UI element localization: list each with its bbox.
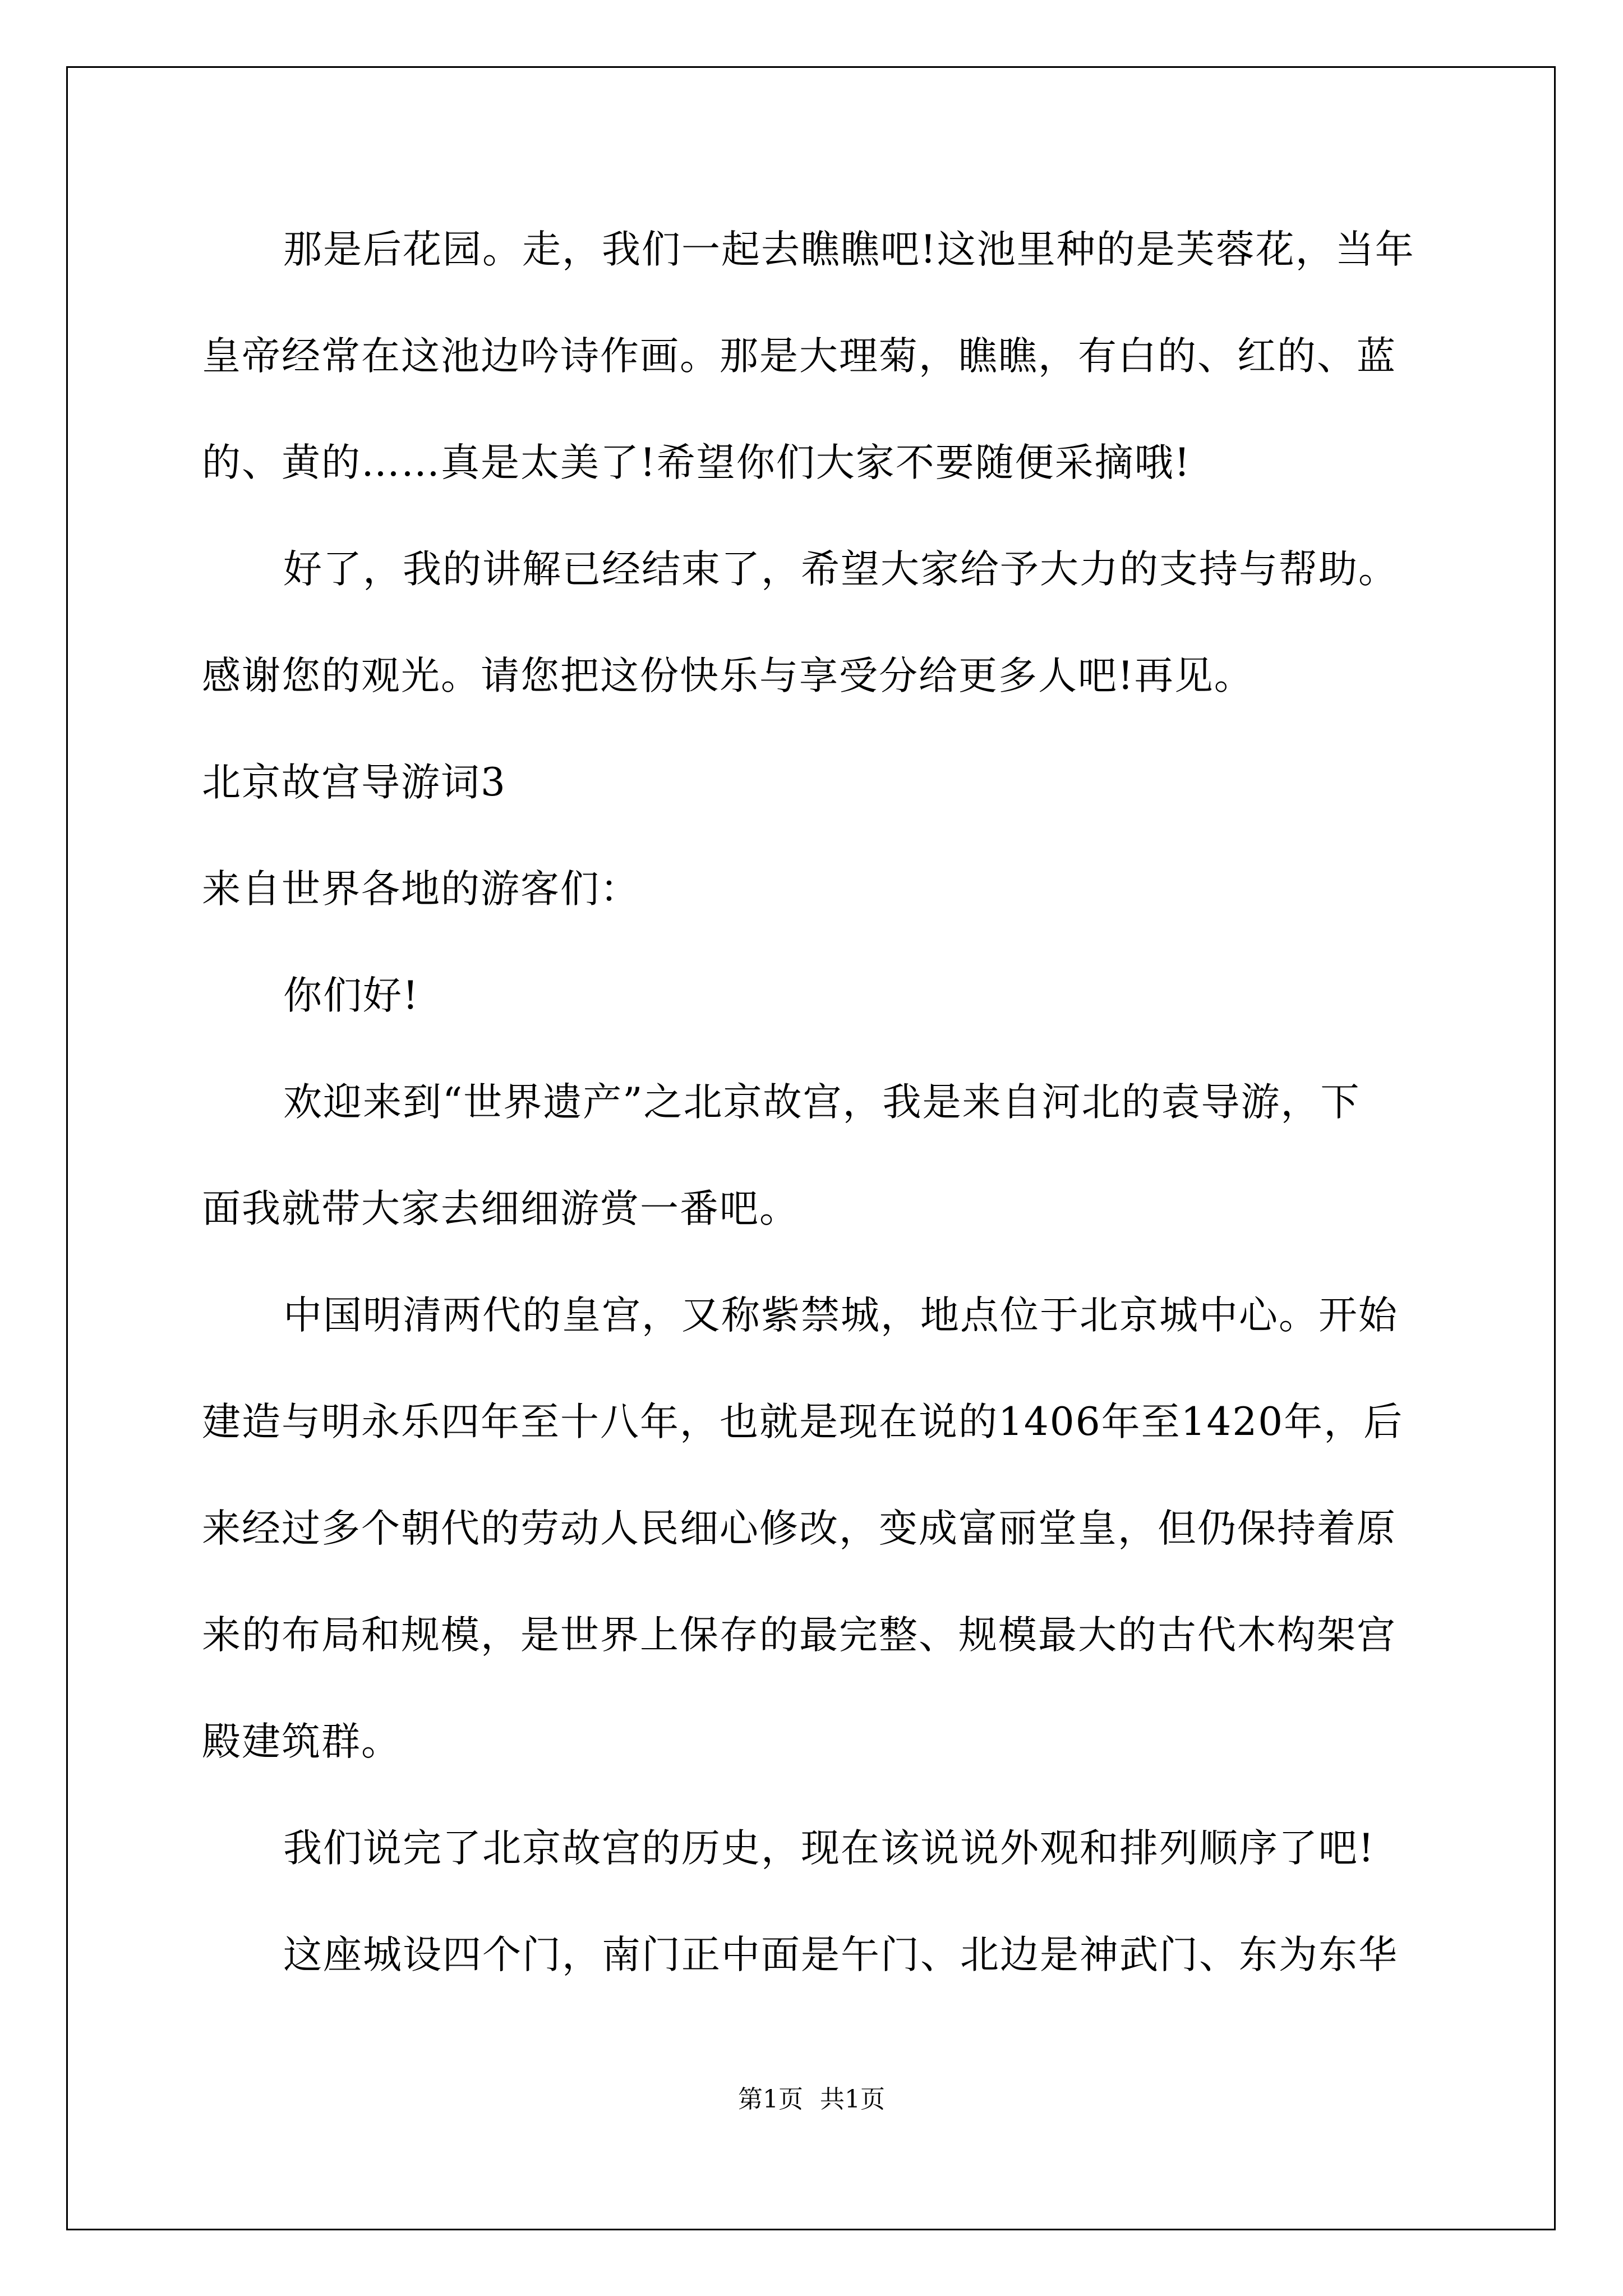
- section-heading: 北京故宫导游词3: [202, 760, 506, 805]
- text-line: 你们好!: [283, 973, 419, 1018]
- text-line: 感谢您的观光。请您把这份快乐与享受分给更多人吧!再见。: [202, 654, 1254, 698]
- text-line: 建造与明永乐四年至十八年，也就是现在说的1406年至1420年，后: [202, 1400, 1404, 1444]
- page-number: 第1页: [738, 2085, 803, 2114]
- text-line: 的、黄的……真是太美了!希望你们大家不要随便采摘哦!: [202, 440, 1191, 485]
- page-frame: [66, 66, 1556, 2230]
- text-line: 面我就带大家去细细游赏一番吧。: [202, 1186, 799, 1231]
- text-line: 我们说完了北京故宫的历史，现在该说说外观和排列顺序了吧!: [283, 1826, 1375, 1871]
- text-line: 中国明清两代的皇宫，又称紫禁城，地点位于北京城中心。开始: [283, 1293, 1398, 1338]
- text-line: 来经过多个朝代的劳动人民细心修改，变成富丽堂皇，但仍保持着原: [202, 1506, 1396, 1551]
- page-total: 共1页: [820, 2085, 885, 2114]
- text-line: 皇帝经常在这池边吟诗作画。那是大理菊，瞧瞧，有白的、红的、蓝: [202, 334, 1396, 379]
- text-line: 来的布局和规模，是世界上保存的最完整、规模最大的古代木构架宫: [202, 1613, 1396, 1658]
- text-line: 好了，我的讲解已经结束了，希望大家给予大力的支持与帮助。: [283, 547, 1398, 592]
- text-line: 殿建筑群。: [202, 1719, 401, 1764]
- text-line: 这座城设四个门，南门正中面是午门、北边是神武门、东为东华: [283, 1932, 1398, 1977]
- text-line: 来自世界各地的游客们：: [202, 867, 640, 912]
- page-footer: [0, 2084, 1623, 2115]
- text-line: 那是后花园。走，我们一起去瞧瞧吧!这池里种的是芙蓉花，当年: [283, 227, 1415, 272]
- text-line: 欢迎来到“世界遗产”之北京故宫，我是来自河北的袁导游，下: [283, 1080, 1361, 1125]
